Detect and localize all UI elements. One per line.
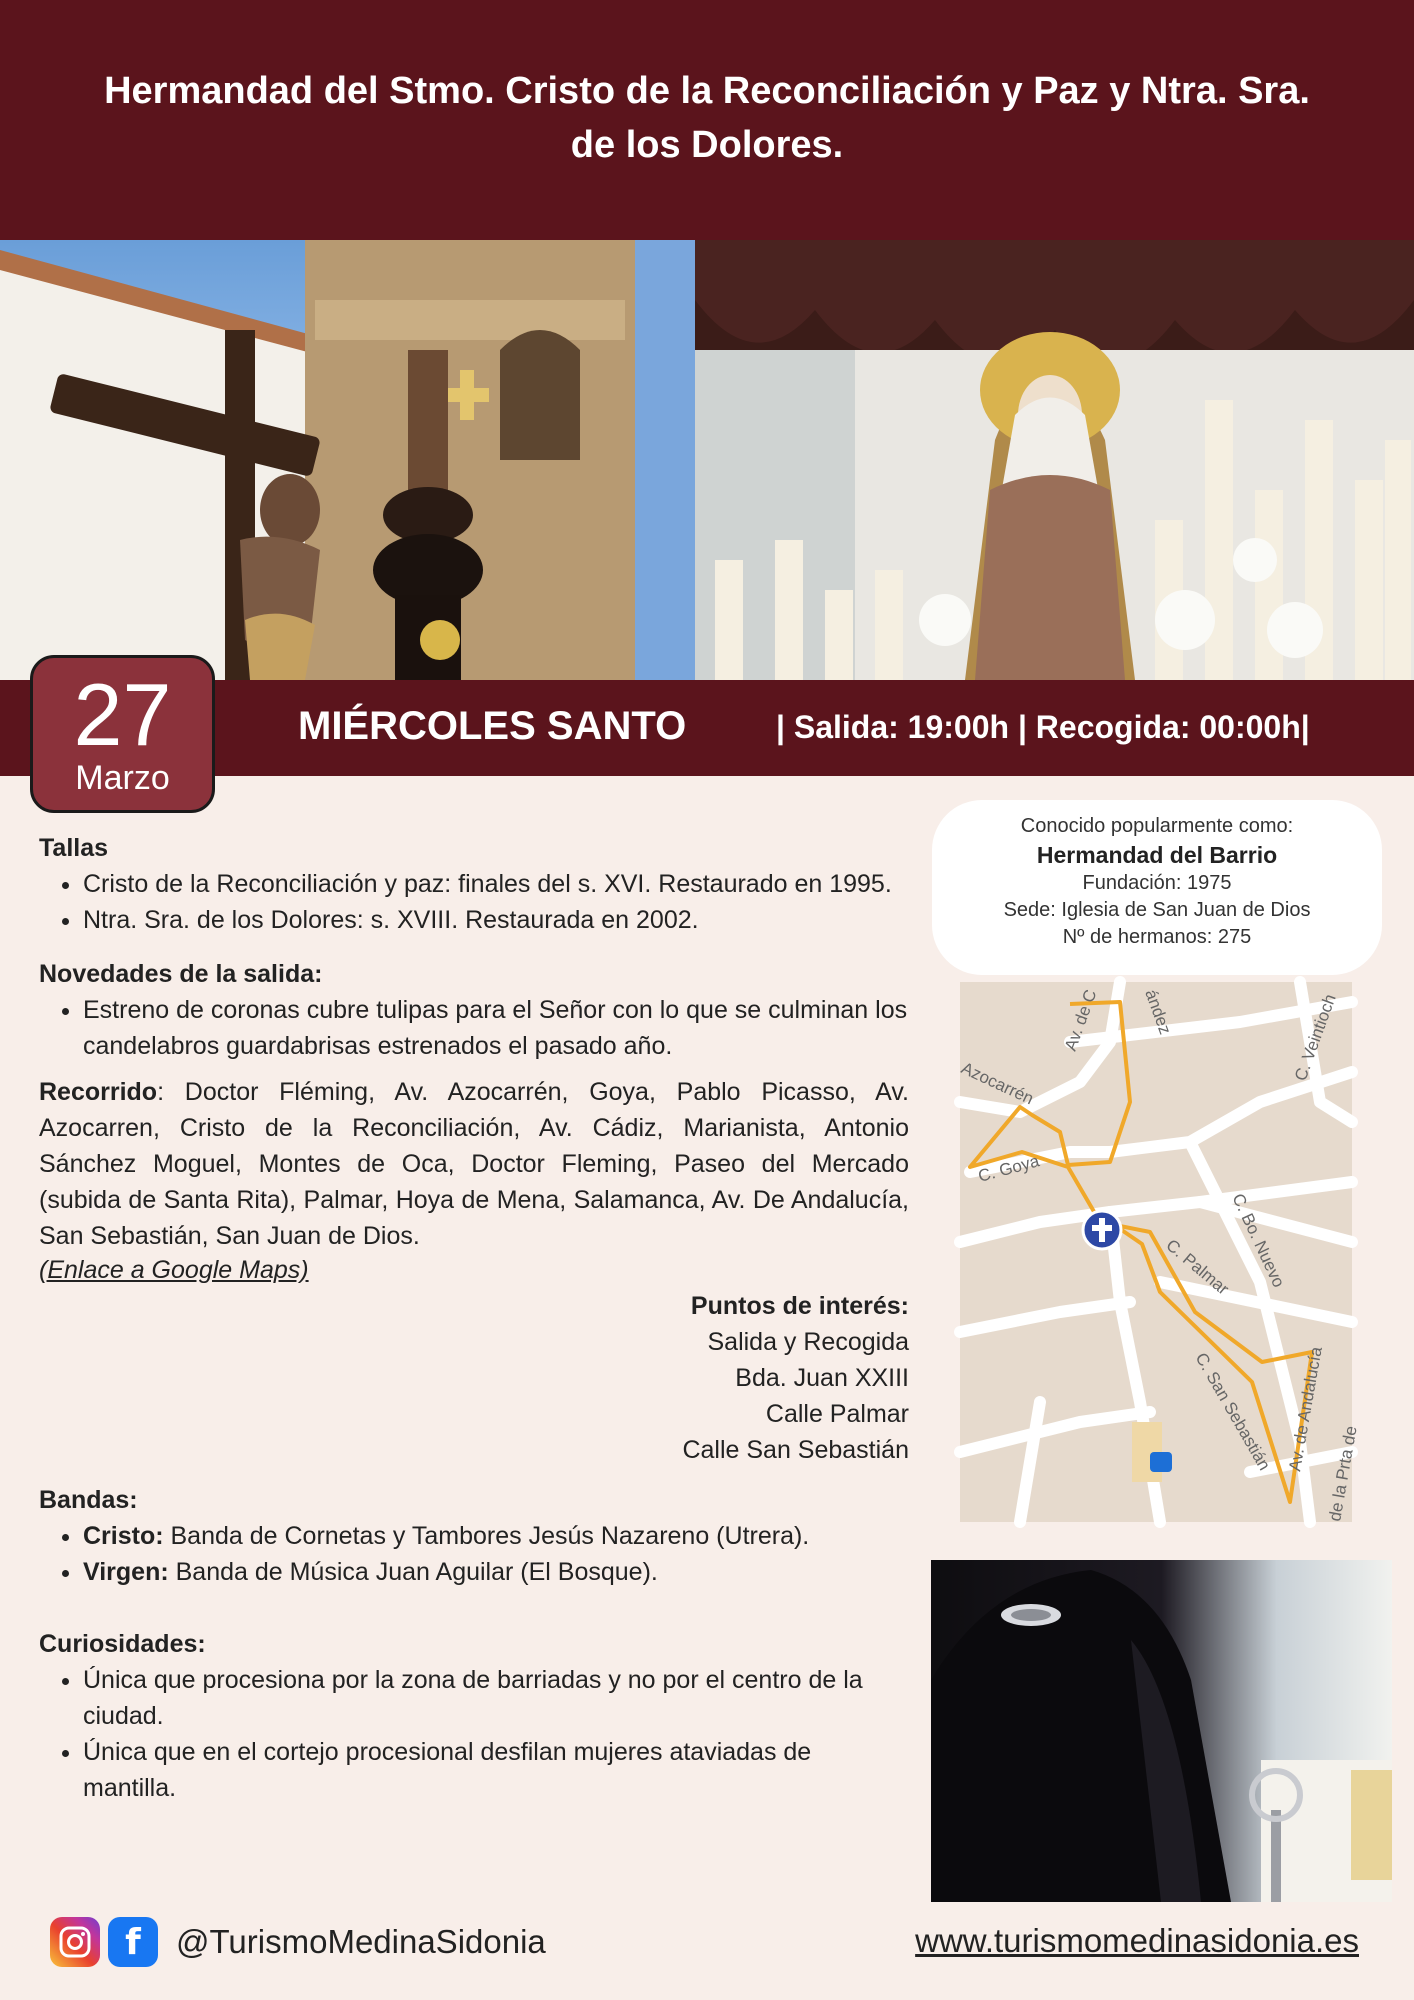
list-item: Salida y Recogida [707,1328,909,1356]
route-map-svg [958,982,1361,1523]
puntos-block [39,1288,909,1468]
recorrido-text: : Doctor Fléming, Av. Azocarrén, Goya, Pablo Picasso, Av. Azocarren, Cristo de la Reconciliación, Av. Cádiz, Marianista, Antonio Sánchez Moguel, Montes de Oca, Doctor Fleming, Paseo del Mercado (subida de Santa Rita), Palmar, Hoya de Mena, Salamanca, Av. De Andalucía, San Sebastián, San Juan de Dios. [39,1078,909,1250]
recorrido-paragraph [39,1074,909,1254]
map-label-goya: C. Goya [976,1151,1042,1186]
map-label-andez: ández [1141,986,1175,1037]
list-item [83,1518,909,1554]
info-founded: Fundación: 1975 [1082,872,1232,894]
list-item [83,1554,909,1590]
schedule-times: | Salida: 19:00h | Recogida: 00:00h| [776,709,1310,745]
maps-link-row [39,1252,909,1288]
map-label-andalucia: Av. de Andalucía [1285,1345,1326,1473]
map-label-av: Av. de C [1060,987,1101,1054]
day-name: MIÉRCOLES SANTO [298,704,687,748]
curiosidades-list [39,1662,909,1806]
banda-virgen-text: Banda de Música Juan Aguilar (El Bosque). [168,1558,658,1586]
list-item: Calle Palmar [765,1400,909,1428]
banda-cristo-label: Cristo: [83,1522,164,1550]
novedades-list [39,992,909,1064]
tallas-list [39,866,909,938]
date-badge [30,655,215,813]
page-title: Hermandad del Stmo. Cristo de la Reconciliación y Paz y Ntra. Sra. de los Dolores. [104,70,1310,166]
header-banner [0,0,1414,240]
photo-cristo-illustration [0,240,695,680]
photo-mantilla [931,1560,1392,1902]
date-month: Marzo [75,759,170,797]
novedades-title: Novedades de la salida: [39,960,323,988]
photo-virgen [695,240,1414,680]
website-link[interactable]: www.turismomedinasidonia.es [915,1922,1359,1959]
list-item: • Ntra. Sra. de los Dolores: s. XVIII. Restaurada en 2002. [83,902,909,938]
photo-cristo [0,240,695,680]
route-map[interactable] [958,982,1361,1523]
list-item: • Única que procesiona por la zona de barriadas y no por el centro de la ciudad. [83,1662,909,1734]
list-item: Calle San Sebastián [682,1436,909,1464]
list-item: • Estreno de coronas cubre tulipas para el Señor con lo que se culminan los candelabros guardabrisas estrenados el pasado año. [83,992,909,1064]
map-label-veintioch: C. Veintioch [1290,991,1340,1084]
info-card [932,800,1382,975]
banda-cristo-text: Banda de Cornetas y Tambores Jesús Nazareno (Utrera). [163,1522,810,1550]
recorrido-label: Recorrido [39,1078,158,1106]
map-label-azocarren: Azocarrén [958,1058,1037,1109]
footer-social [50,1915,546,1969]
map-label-palmar: C. Palmar [1162,1235,1233,1299]
curiosidades-title: Curiosidades: [39,1630,206,1658]
info-seat: Sede: Iglesia de San Juan de Dios [1003,899,1311,921]
facebook-icon[interactable]: f [108,1917,158,1967]
list-item: • Única que en el cortejo procesional desfilan mujeres ataviadas de mantilla. [83,1734,909,1806]
list-item: Bda. Juan XXIII [735,1364,909,1392]
info-members: Nº de hermanos: 275 [1062,926,1252,948]
date-day: 27 [73,665,172,764]
tallas-title: Tallas [39,834,109,862]
bandas-list [39,1518,909,1590]
info-intro: Conocido popularmente como: [1020,815,1294,837]
photo-virgen-illustration [695,240,1414,680]
instagram-icon[interactable] [50,1917,100,1967]
map-label-prta: de la Prta de [1325,1424,1361,1523]
social-handle[interactable]: @TurismoMedinaSidonia [176,1923,546,1960]
map-label-nuevo: C. Bo. Nuevo [1228,1190,1289,1291]
bandas-title: Bandas: [39,1486,138,1514]
puntos-title: Puntos de interés: [690,1292,909,1320]
main-content [39,830,909,1806]
map-label-san-sebastian: C. San Sebastián [1191,1349,1275,1474]
info-nickname: Hermandad del Barrio [1036,842,1278,868]
list-item: • Cristo de la Reconciliación y paz: finales del s. XVI. Restaurado en 1995. [83,866,909,902]
banda-virgen-label: Virgen: [83,1558,169,1586]
google-maps-link[interactable]: (Enlace a Google Maps) [39,1256,309,1284]
photo-mantilla-illustration [931,1560,1392,1902]
